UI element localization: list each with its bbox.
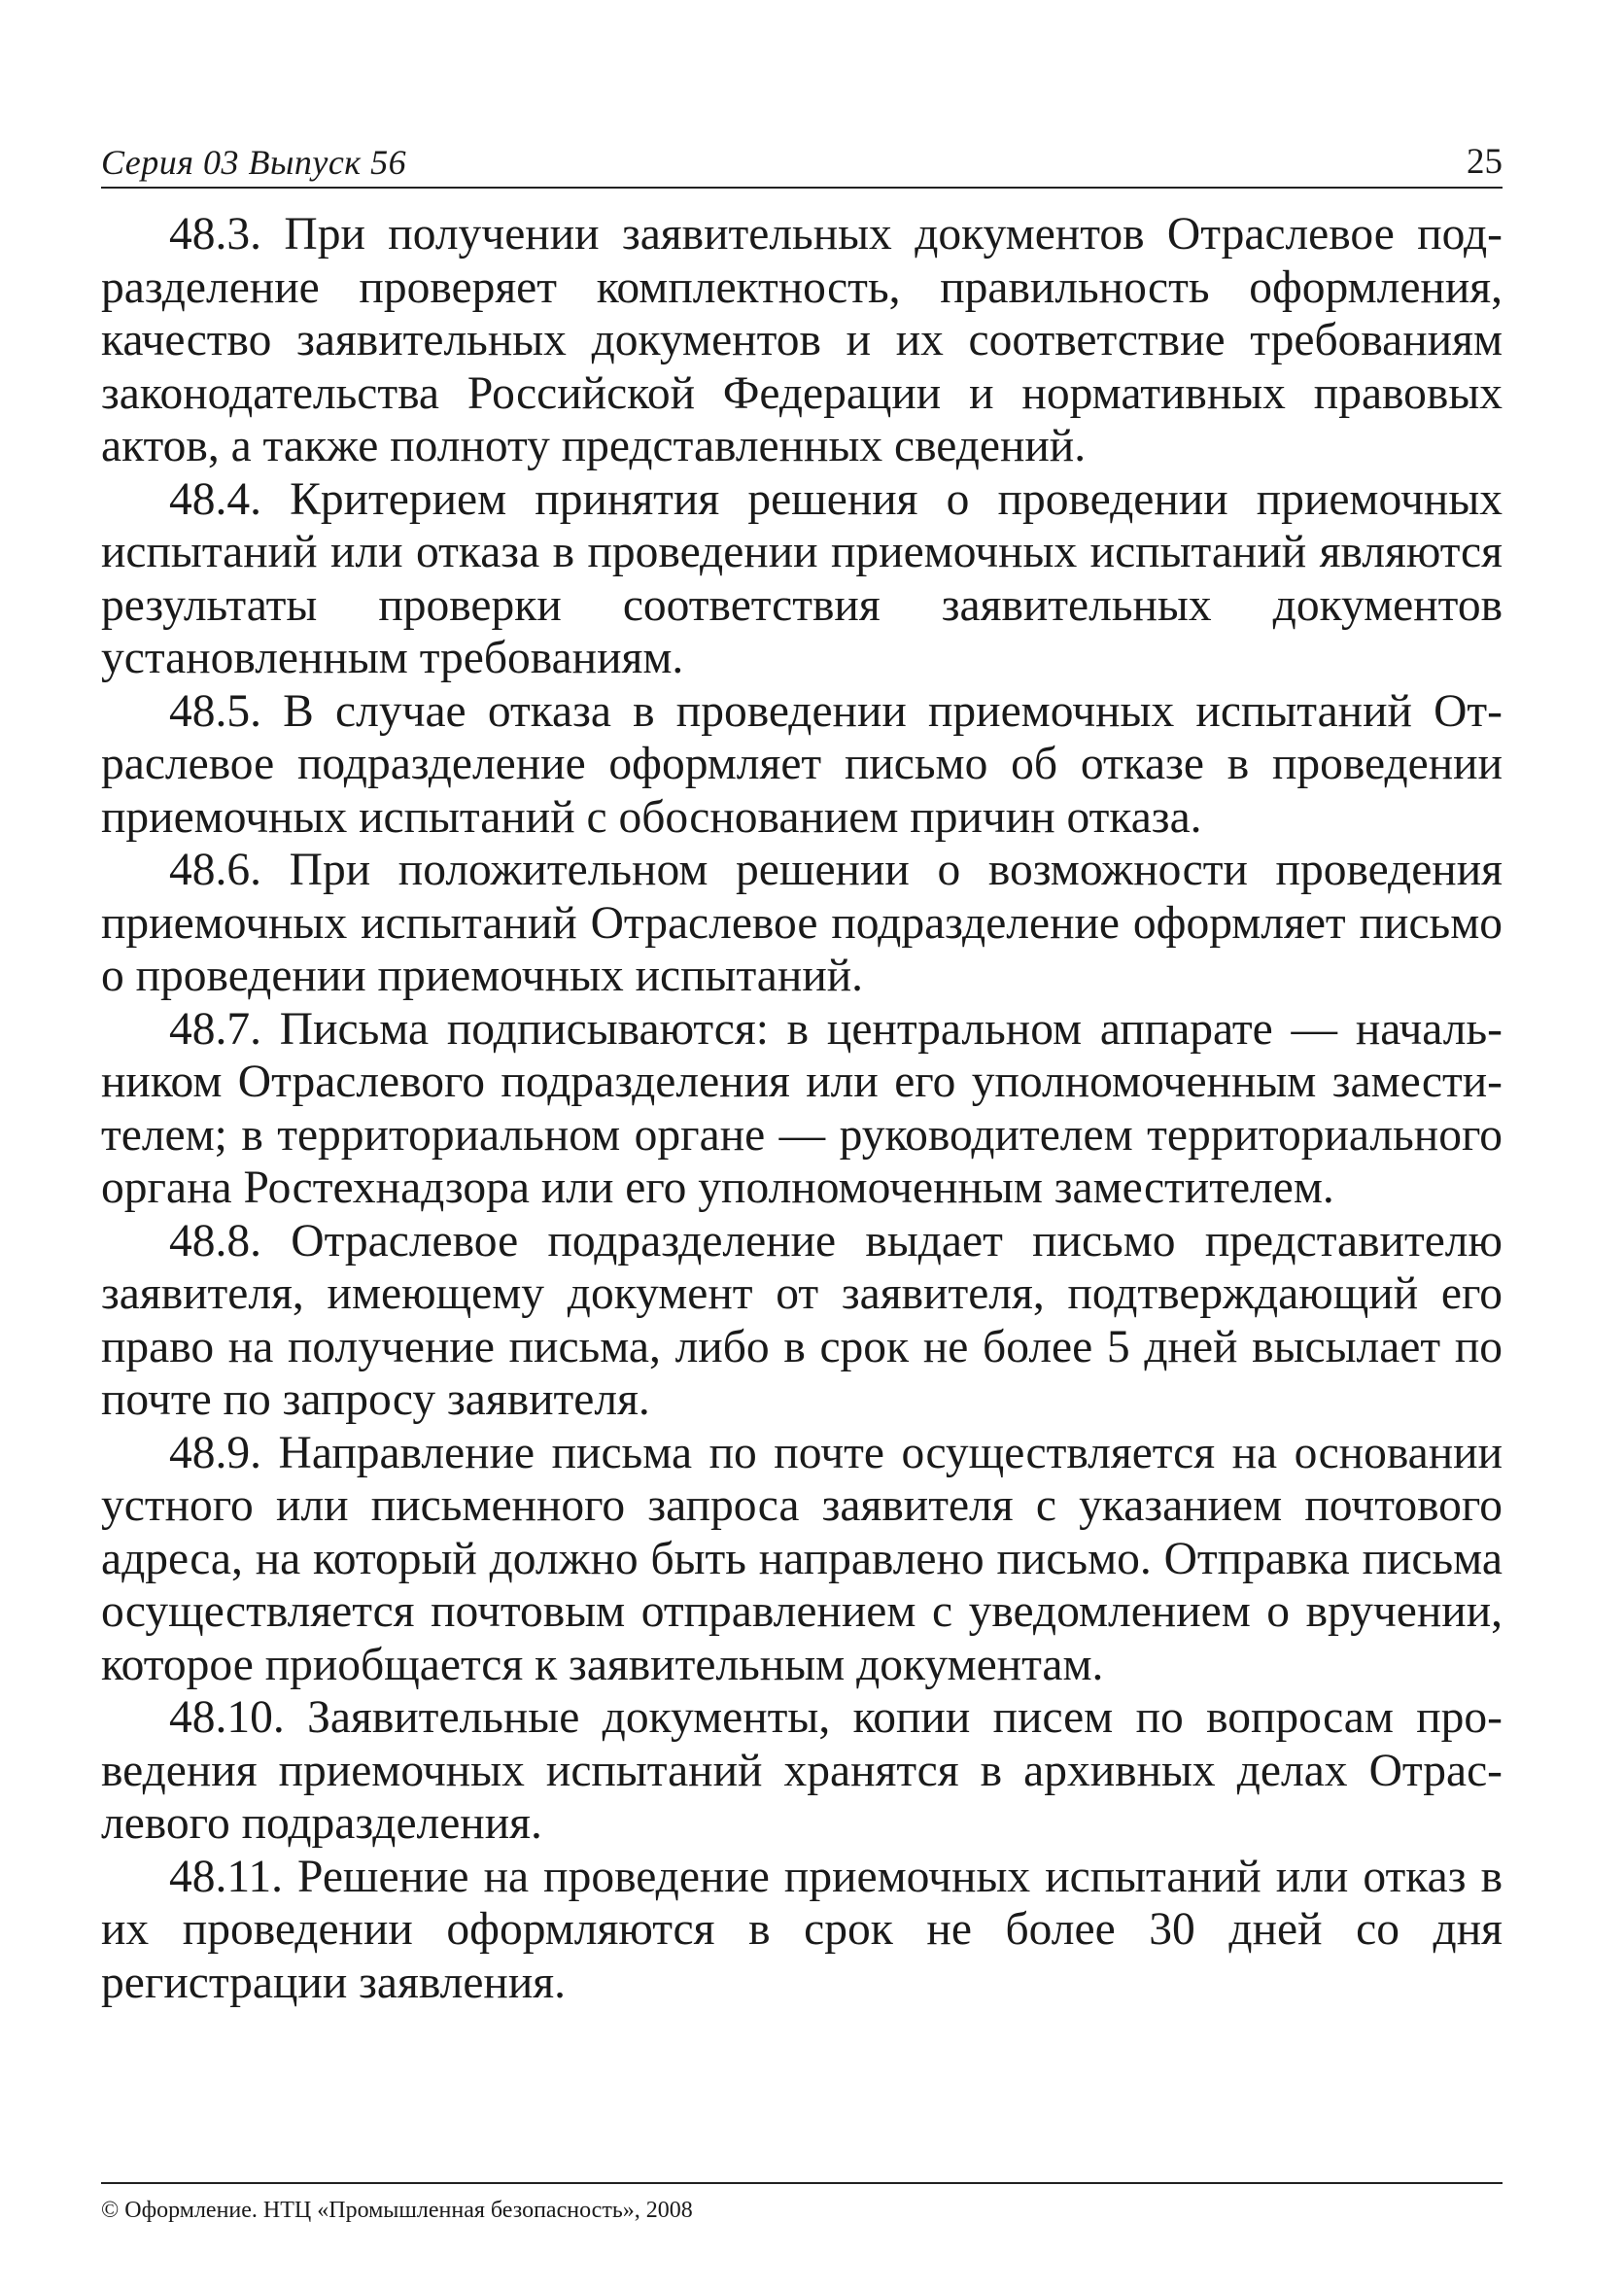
page-number: 25 <box>1467 142 1503 182</box>
paragraph-48-5: 48.5. В случае отказа в проведении приемочных испытаний Отраслевое подразделение оформляет письмо об отказе в проведении приемочных испытаний с обоснованием причин отказа. <box>101 685 1503 843</box>
paragraph-48-7: 48.7. Письма подписываются: в центральном аппарате — начальником Отраслевого подразделения или его уполномоченным заместителем; в территориальном органе — руководителем территориального органа Ростехнадзора или его уполномоченным заместителем. <box>101 1003 1503 1213</box>
body-text <box>101 208 1503 2009</box>
paragraph-48-3: 48.3. При получении заявительных документов Отраслевое подразделение проверяет комплектность, правильность оформления, качество заявительных документов и их соответствие требованиям законодательства Российской Федерации и нормативных правовых актов, а также полноту представленных сведений. <box>101 209 1503 471</box>
page <box>101 144 1503 2009</box>
paragraph-48-11: 48.11. Решение на проведение приемочных испытаний или отказ в их проведении оформляются в срок не более 30 дней со дня регистрации заявления. <box>101 1851 1503 2008</box>
paragraph-48-10: 48.10. Заявительные документы, копии писем по вопросам проведения приемочных испытаний хранятся в архивных делах Отраслевого подразделения. <box>101 1692 1503 1849</box>
running-head <box>101 144 1503 189</box>
footer-copyright: © Оформление. НТЦ «Промышленная безопасность», 2008 <box>101 2182 1503 2224</box>
paragraph-48-4: 48.4. Критерием принятия решения о проведении приемочных испытаний или отказа в проведении приемочных испытаний являются результаты проверки соответствия заявительных документов установленным требованиям. <box>101 473 1503 683</box>
paragraph-48-6: 48.6. При положительном решении о возможности проведения приемочных испытаний Отраслевое подразделение оформляет письмо о проведении приемочных испытаний. <box>101 845 1503 1001</box>
paragraph-48-9: 48.9. Направление письма по почте осуществляется на основании устного или письменного запроса заявителя с указанием почтового адреса, на который должно быть направлено письмо. Отправка письма осуществляется почтовым отправлением с уведомлением о вручении, которое приобщается к заявительным документам. <box>101 1427 1503 1690</box>
paragraph-48-8: 48.8. Отраслевое подразделение выдает письмо представителю заявителя, имеющему документ от заявителя, подтверждающий его право на получение письма, либо в срок не более 5 дней высылает по почте по запросу заявителя. <box>101 1215 1503 1425</box>
series-title: Серия 03 Выпуск 56 <box>101 143 407 182</box>
